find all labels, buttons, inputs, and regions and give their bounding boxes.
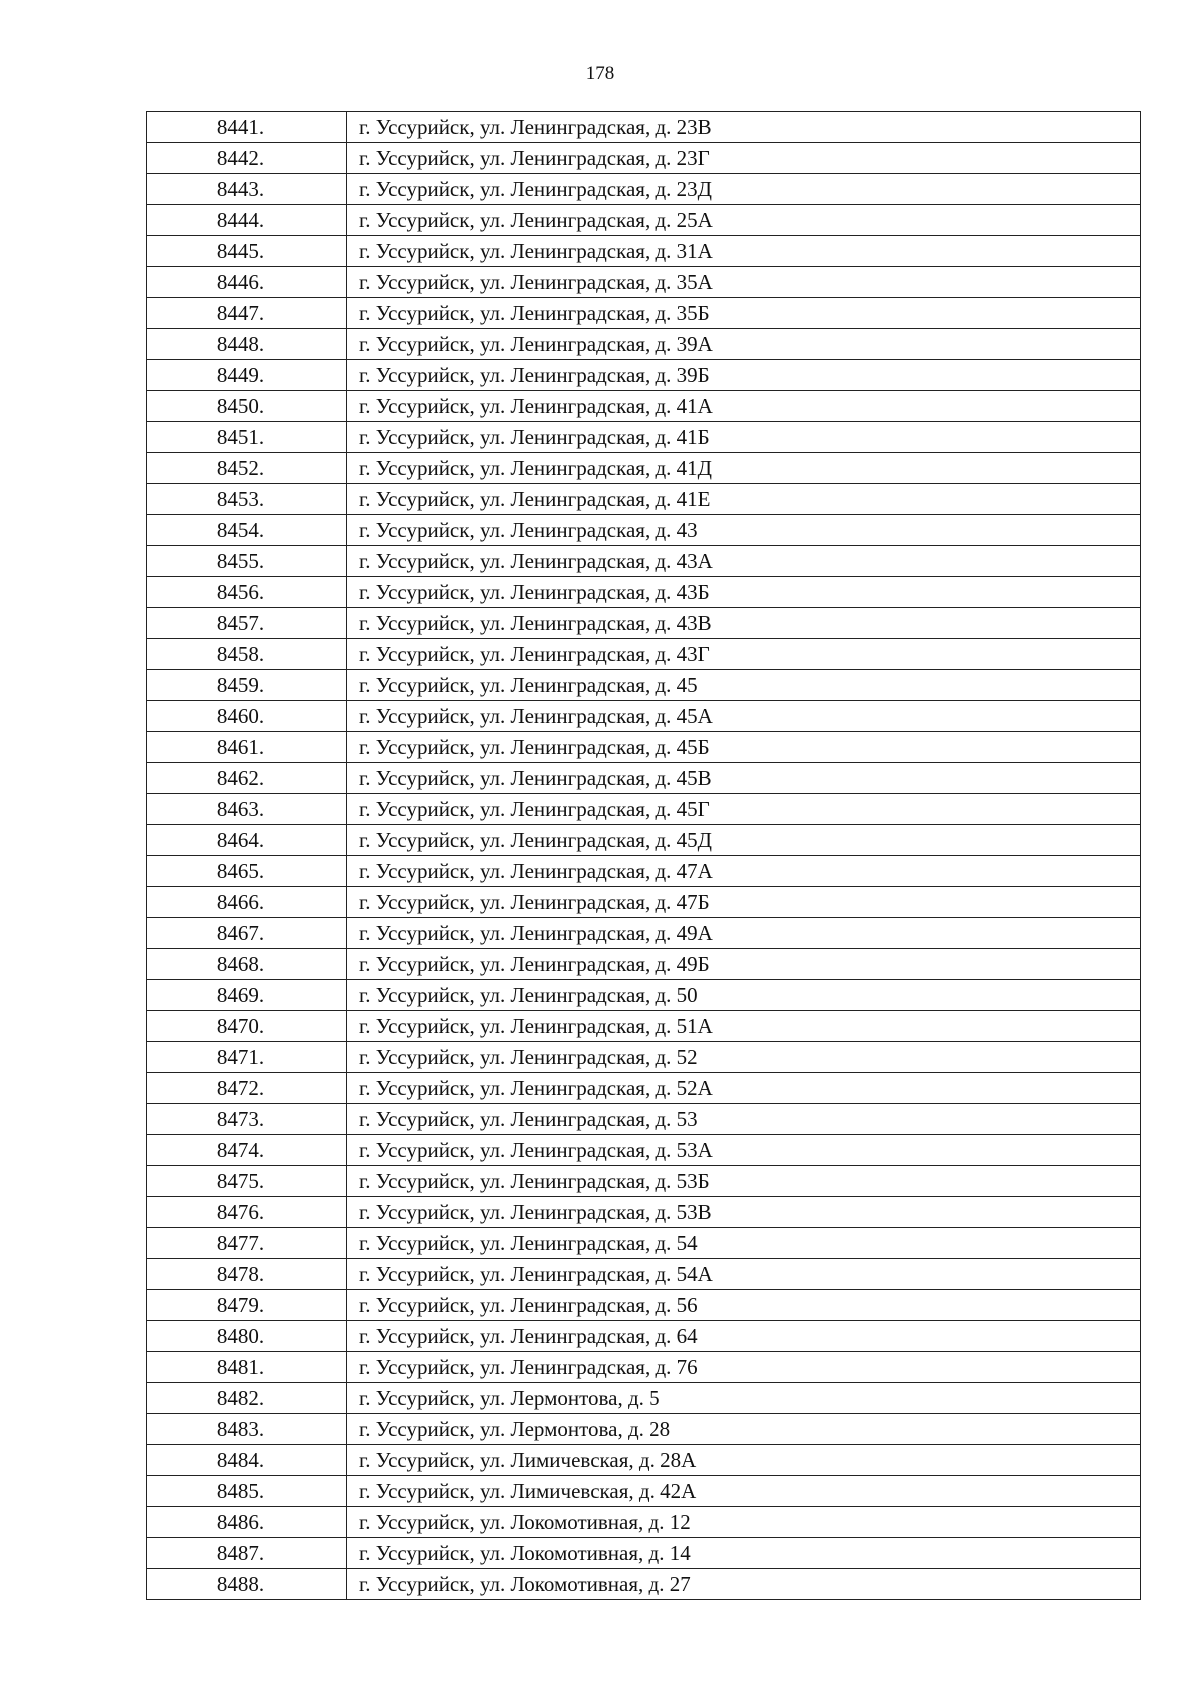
- address-cell: г. Уссурийск, ул. Ленинградская, д. 39Б: [347, 360, 1141, 391]
- table-row: [147, 1104, 1141, 1135]
- table-row: [147, 918, 1141, 949]
- row-number-cell: 8461.: [147, 732, 347, 763]
- address-cell: г. Уссурийск, ул. Лимичевская, д. 42А: [347, 1476, 1141, 1507]
- table-row: [147, 112, 1141, 143]
- address-table: [146, 111, 1141, 1600]
- table-row: [147, 391, 1141, 422]
- table-row: [147, 360, 1141, 391]
- address-cell: г. Уссурийск, ул. Ленинградская, д. 25А: [347, 205, 1141, 236]
- table-row: [147, 515, 1141, 546]
- row-number-cell: 8483.: [147, 1414, 347, 1445]
- address-cell: г. Уссурийск, ул. Ленинградская, д. 50: [347, 980, 1141, 1011]
- address-cell: г. Уссурийск, ул. Ленинградская, д. 52: [347, 1042, 1141, 1073]
- row-number-cell: 8454.: [147, 515, 347, 546]
- address-cell: г. Уссурийск, ул. Ленинградская, д. 52А: [347, 1073, 1141, 1104]
- row-number-cell: 8485.: [147, 1476, 347, 1507]
- address-cell: г. Уссурийск, ул. Лимичевская, д. 28А: [347, 1445, 1141, 1476]
- row-number-cell: 8470.: [147, 1011, 347, 1042]
- row-number-cell: 8444.: [147, 205, 347, 236]
- row-number-cell: 8449.: [147, 360, 347, 391]
- address-cell: г. Уссурийск, ул. Ленинградская, д. 41Д: [347, 453, 1141, 484]
- row-number-cell: 8451.: [147, 422, 347, 453]
- row-number-cell: 8446.: [147, 267, 347, 298]
- address-cell: г. Уссурийск, ул. Ленинградская, д. 45: [347, 670, 1141, 701]
- row-number-cell: 8450.: [147, 391, 347, 422]
- address-cell: г. Уссурийск, ул. Ленинградская, д. 43Г: [347, 639, 1141, 670]
- row-number-cell: 8484.: [147, 1445, 347, 1476]
- address-cell: г. Уссурийск, ул. Ленинградская, д. 54: [347, 1228, 1141, 1259]
- address-cell: г. Уссурийск, ул. Ленинградская, д. 23Г: [347, 143, 1141, 174]
- row-number-cell: 8478.: [147, 1259, 347, 1290]
- row-number-cell: 8477.: [147, 1228, 347, 1259]
- table-row: [147, 1290, 1141, 1321]
- table-row: [147, 1445, 1141, 1476]
- table-row: [147, 670, 1141, 701]
- table-row: [147, 732, 1141, 763]
- table-row: [147, 1476, 1141, 1507]
- address-cell: г. Уссурийск, ул. Ленинградская, д. 47Б: [347, 887, 1141, 918]
- address-cell: г. Уссурийск, ул. Ленинградская, д. 45Г: [347, 794, 1141, 825]
- table-row: [147, 763, 1141, 794]
- address-cell: г. Уссурийск, ул. Ленинградская, д. 51А: [347, 1011, 1141, 1042]
- row-number-cell: 8472.: [147, 1073, 347, 1104]
- row-number-cell: 8441.: [147, 112, 347, 143]
- row-number-cell: 8445.: [147, 236, 347, 267]
- table-row: [147, 980, 1141, 1011]
- row-number-cell: 8457.: [147, 608, 347, 639]
- address-cell: г. Уссурийск, ул. Лермонтова, д. 5: [347, 1383, 1141, 1414]
- address-cell: г. Уссурийск, ул. Ленинградская, д. 39А: [347, 329, 1141, 360]
- table-row: [147, 205, 1141, 236]
- address-cell: г. Уссурийск, ул. Локомотивная, д. 12: [347, 1507, 1141, 1538]
- row-number-cell: 8476.: [147, 1197, 347, 1228]
- row-number-cell: 8452.: [147, 453, 347, 484]
- row-number-cell: 8475.: [147, 1166, 347, 1197]
- table-row: [147, 608, 1141, 639]
- table-row: [147, 1538, 1141, 1569]
- row-number-cell: 8459.: [147, 670, 347, 701]
- table-row: [147, 174, 1141, 205]
- address-cell: г. Уссурийск, ул. Ленинградская, д. 45В: [347, 763, 1141, 794]
- address-cell: г. Уссурийск, ул. Ленинградская, д. 23Д: [347, 174, 1141, 205]
- table-row: [147, 1135, 1141, 1166]
- address-cell: г. Уссурийск, ул. Ленинградская, д. 23В: [347, 112, 1141, 143]
- address-cell: г. Уссурийск, ул. Ленинградская, д. 64: [347, 1321, 1141, 1352]
- row-number-cell: 8447.: [147, 298, 347, 329]
- table-row: [147, 484, 1141, 515]
- address-cell: г. Уссурийск, ул. Локомотивная, д. 14: [347, 1538, 1141, 1569]
- row-number-cell: 8443.: [147, 174, 347, 205]
- address-cell: г. Уссурийск, ул. Ленинградская, д. 41Е: [347, 484, 1141, 515]
- address-cell: г. Уссурийск, ул. Ленинградская, д. 41А: [347, 391, 1141, 422]
- row-number-cell: 8474.: [147, 1135, 347, 1166]
- address-table-body: [147, 112, 1141, 1600]
- table-row: [147, 453, 1141, 484]
- address-cell: г. Уссурийск, ул. Ленинградская, д. 53: [347, 1104, 1141, 1135]
- row-number-cell: 8453.: [147, 484, 347, 515]
- table-row: [147, 1042, 1141, 1073]
- row-number-cell: 8471.: [147, 1042, 347, 1073]
- address-cell: г. Уссурийск, ул. Ленинградская, д. 53В: [347, 1197, 1141, 1228]
- table-row: [147, 1383, 1141, 1414]
- address-cell: г. Уссурийск, ул. Локомотивная, д. 27: [347, 1569, 1141, 1600]
- address-cell: г. Уссурийск, ул. Ленинградская, д. 49Б: [347, 949, 1141, 980]
- row-number-cell: 8463.: [147, 794, 347, 825]
- address-cell: г. Уссурийск, ул. Лермонтова, д. 28: [347, 1414, 1141, 1445]
- table-row: [147, 1507, 1141, 1538]
- row-number-cell: 8442.: [147, 143, 347, 174]
- address-cell: г. Уссурийск, ул. Ленинградская, д. 43: [347, 515, 1141, 546]
- address-cell: г. Уссурийск, ул. Ленинградская, д. 47А: [347, 856, 1141, 887]
- address-cell: г. Уссурийск, ул. Ленинградская, д. 53А: [347, 1135, 1141, 1166]
- address-cell: г. Уссурийск, ул. Ленинградская, д. 56: [347, 1290, 1141, 1321]
- address-cell: г. Уссурийск, ул. Ленинградская, д. 41Б: [347, 422, 1141, 453]
- row-number-cell: 8468.: [147, 949, 347, 980]
- address-cell: г. Уссурийск, ул. Ленинградская, д. 35А: [347, 267, 1141, 298]
- page-number: 178: [585, 63, 615, 84]
- row-number-cell: 8487.: [147, 1538, 347, 1569]
- address-cell: г. Уссурийск, ул. Ленинградская, д. 45Б: [347, 732, 1141, 763]
- address-cell: г. Уссурийск, ул. Ленинградская, д. 54А: [347, 1259, 1141, 1290]
- table-row: [147, 298, 1141, 329]
- table-row: [147, 267, 1141, 298]
- table-row: [147, 794, 1141, 825]
- table-row: [147, 1569, 1141, 1600]
- table-row: [147, 1414, 1141, 1445]
- table-row: [147, 1166, 1141, 1197]
- row-number-cell: 8466.: [147, 887, 347, 918]
- address-cell: г. Уссурийск, ул. Ленинградская, д. 49А: [347, 918, 1141, 949]
- address-cell: г. Уссурийск, ул. Ленинградская, д. 45А: [347, 701, 1141, 732]
- row-number-cell: 8464.: [147, 825, 347, 856]
- table-row: [147, 639, 1141, 670]
- table-row: [147, 1228, 1141, 1259]
- table-row: [147, 887, 1141, 918]
- row-number-cell: 8467.: [147, 918, 347, 949]
- table-row: [147, 143, 1141, 174]
- table-row: [147, 949, 1141, 980]
- row-number-cell: 8455.: [147, 546, 347, 577]
- row-number-cell: 8481.: [147, 1352, 347, 1383]
- table-row: [147, 1321, 1141, 1352]
- row-number-cell: 8482.: [147, 1383, 347, 1414]
- table-row: [147, 1011, 1141, 1042]
- row-number-cell: 8462.: [147, 763, 347, 794]
- address-cell: г. Уссурийск, ул. Ленинградская, д. 43А: [347, 546, 1141, 577]
- table-row: [147, 1073, 1141, 1104]
- table-row: [147, 825, 1141, 856]
- address-cell: г. Уссурийск, ул. Ленинградская, д. 31А: [347, 236, 1141, 267]
- address-cell: г. Уссурийск, ул. Ленинградская, д. 35Б: [347, 298, 1141, 329]
- address-cell: г. Уссурийск, ул. Ленинградская, д. 45Д: [347, 825, 1141, 856]
- table-row: [147, 577, 1141, 608]
- row-number-cell: 8460.: [147, 701, 347, 732]
- table-row: [147, 1352, 1141, 1383]
- table-row: [147, 422, 1141, 453]
- row-number-cell: 8473.: [147, 1104, 347, 1135]
- table-row: [147, 1259, 1141, 1290]
- table-row: [147, 701, 1141, 732]
- row-number-cell: 8480.: [147, 1321, 347, 1352]
- address-cell: г. Уссурийск, ул. Ленинградская, д. 53Б: [347, 1166, 1141, 1197]
- row-number-cell: 8448.: [147, 329, 347, 360]
- table-row: [147, 1197, 1141, 1228]
- row-number-cell: 8469.: [147, 980, 347, 1011]
- table-row: [147, 856, 1141, 887]
- address-cell: г. Уссурийск, ул. Ленинградская, д. 43Б: [347, 577, 1141, 608]
- address-cell: г. Уссурийск, ул. Ленинградская, д. 43В: [347, 608, 1141, 639]
- table-row: [147, 236, 1141, 267]
- table-row: [147, 329, 1141, 360]
- row-number-cell: 8488.: [147, 1569, 347, 1600]
- row-number-cell: 8456.: [147, 577, 347, 608]
- row-number-cell: 8458.: [147, 639, 347, 670]
- table-row: [147, 546, 1141, 577]
- address-cell: г. Уссурийск, ул. Ленинградская, д. 76: [347, 1352, 1141, 1383]
- row-number-cell: 8479.: [147, 1290, 347, 1321]
- row-number-cell: 8486.: [147, 1507, 347, 1538]
- row-number-cell: 8465.: [147, 856, 347, 887]
